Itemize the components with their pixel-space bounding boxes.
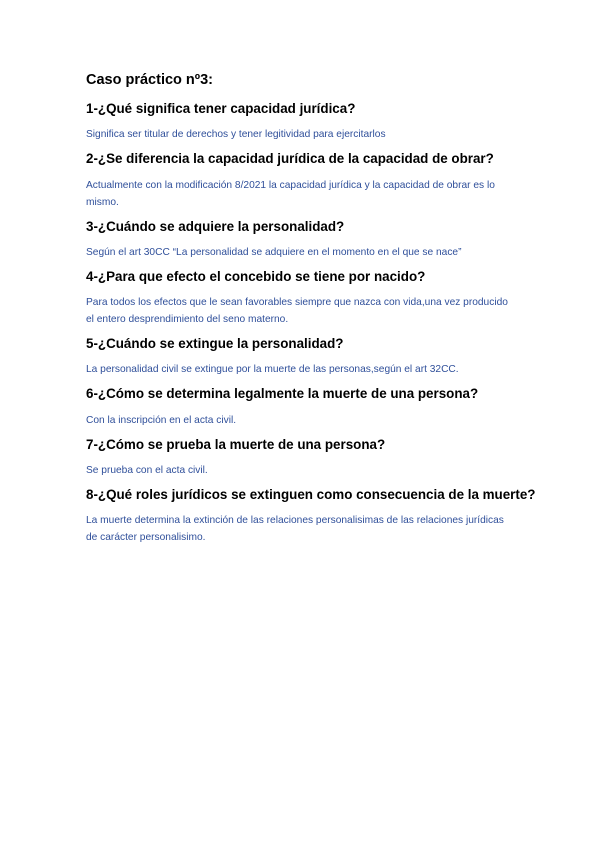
question-4: 4-¿Para que efecto el concebido se tiene por nacido? xyxy=(86,269,426,284)
answer-2: Actualmente con la modificación 8/2021 la capacidad jurídica y la capacidad de obrar es lo mismo. xyxy=(86,180,495,208)
answer-6: Con la inscripción en el acta civil. xyxy=(86,415,237,426)
answer-1: Significa ser titular de derechos y tener legitividad para ejercitarlos xyxy=(86,129,386,140)
question-5: 5-¿Cuándo se extingue la personalidad? xyxy=(86,336,344,351)
answer-8: La muerte determina la extinción de las relaciones personalisimas de las relaciones jurídicas de carácter personalisimo. xyxy=(86,515,504,543)
answer-5: La personalidad civil se extingue por la muerte de las personas,según el art 32CC. xyxy=(86,364,459,375)
answer-7: Se prueba con el acta civil. xyxy=(86,465,208,476)
document-title: Caso práctico nº3: xyxy=(86,72,213,88)
question-3: 3-¿Cuándo se adquiere la personalidad? xyxy=(86,219,345,234)
question-7: 7-¿Cómo se prueba la muerte de una persona? xyxy=(86,437,386,452)
answer-3: Según el art 30CC “La personalidad se adquiere en el momento en el que se nace” xyxy=(86,247,462,258)
question-8: 8-¿Qué roles jurídicos se extinguen como consecuencia de la muerte? xyxy=(86,487,536,502)
question-2: 2-¿Se diferencia la capacidad jurídica de la capacidad de obrar? xyxy=(86,151,494,166)
question-1: 1-¿Qué significa tener capacidad jurídica? xyxy=(86,101,356,116)
answer-4: Para todos los efectos que le sean favorables siempre que nazca con vida,una vez producido el entero desprendimiento del seno materno. xyxy=(86,297,508,325)
question-6: 6-¿Cómo se determina legalmente la muerte de una persona? xyxy=(86,386,479,401)
